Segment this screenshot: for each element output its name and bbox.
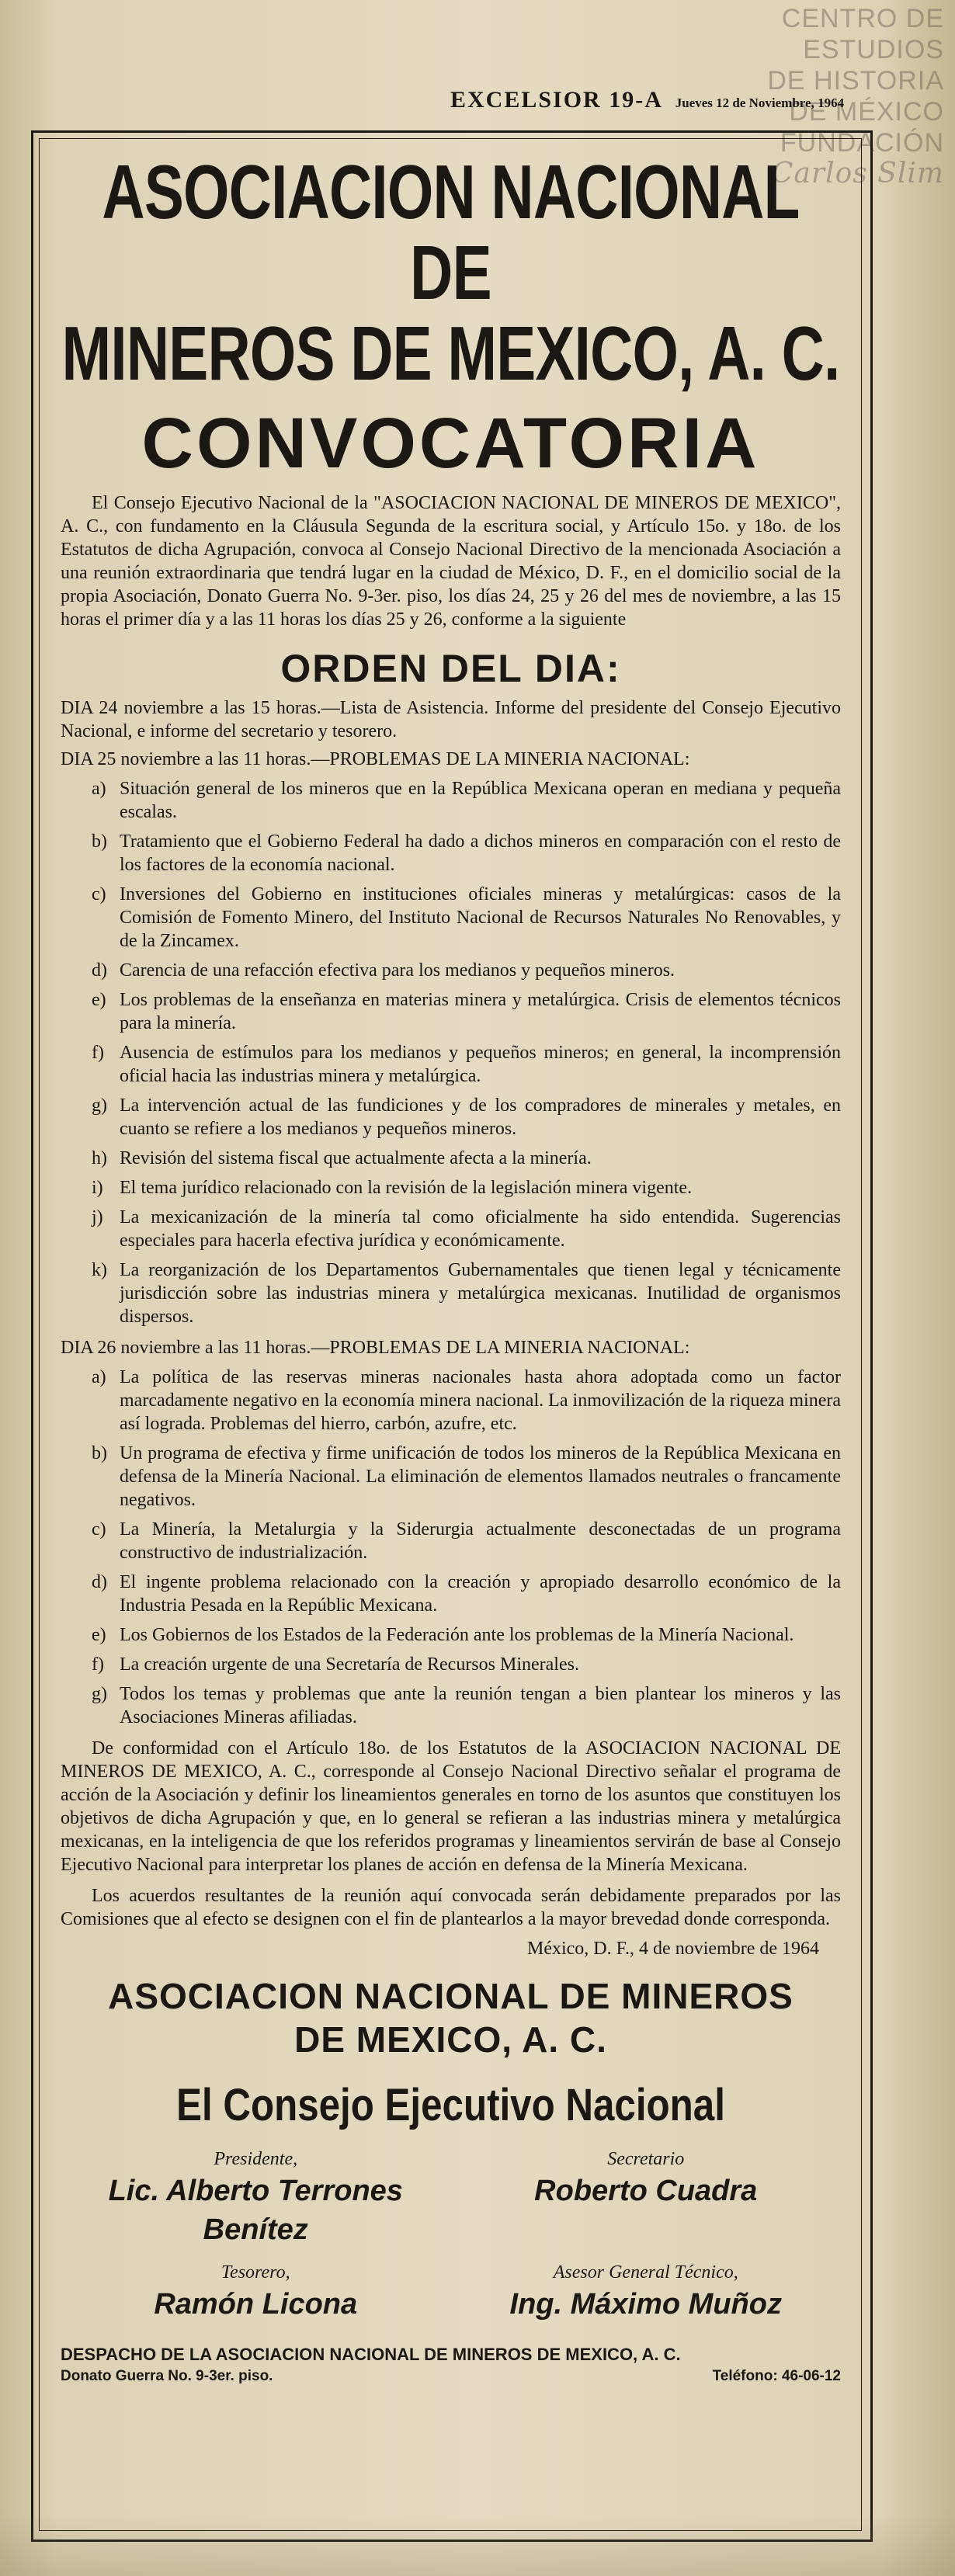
day-26-items [61, 1366, 841, 1729]
agenda-item-text: Inversiones del Gobierno en instituciones oficiales mineras y metalúrgicas: casos de la Comisión de Fomento Minero, del Instituto Nacional de Recursos Naturales No Renovables, y de la Zincamex. [120, 884, 841, 951]
place-and-date: México, D. F., 4 de noviembre de 1964 [526, 1939, 819, 1959]
signer-role: Secretario [607, 2149, 685, 2169]
agenda-item-letter: b) [92, 1443, 107, 1463]
agenda-item-letter: d) [92, 1572, 107, 1592]
watermark-line: FUNDACIÓN [780, 128, 944, 158]
agenda-item-letter: b) [92, 831, 107, 852]
footer-address: Donato Guerra No. 9-3er. piso. [61, 2368, 273, 2384]
agenda-item-letter: g) [92, 1684, 107, 1704]
signature-association-name [61, 1974, 841, 2061]
agenda-item [92, 830, 841, 877]
day-24-agenda: DIA 24 noviembre a las 15 horas.—Lista de Asistencia. Informe del presidente del Consejo Ejecutivo Nacional, e informe del secretario y tesorero. [61, 698, 841, 741]
agenda-item-text: La intervención actual de las fundiciones y de los compradores de minerales y metales, en cuanto se refiere a los medianos y pequeños mineros. [120, 1095, 841, 1139]
agenda-item-letter: f) [92, 1043, 104, 1063]
agenda-item-text: La política de las reservas mineras nacionales hasta ahora adoptada como un factor marcadamente negativo en la economía minera nacional. La inmovilización de la riqueza minera así lograda. Problemas del hierro, carbón, azufre, etc. [120, 1367, 841, 1434]
agenda-item [92, 1623, 841, 1647]
agenda-item [92, 1147, 841, 1170]
statutes-paragraph: De conformidad con el Artículo 18o. de los Estatutos de la ASOCIACION NACIONAL DE MINEROS DE MEXICO, A. C., corresponde al Consejo Nacional Directivo señalar el programa de acción de la Asociación y definir los lineamientos generales en torno de los asuntos que constituyen los objetivos de dicha Agrupación y que, en lo general se refieran a las industrias minera y metalúrgica mexicanas, en la inteligencia de que los referidos programas y lineamientos servirán de base al Consejo Ejecutivo Nacional para interpretar los planes de acción en defensa de la Minería Mexicana. [61, 1738, 841, 1875]
agenda-item [92, 1653, 841, 1676]
agenda-item-letter: k) [92, 1260, 107, 1280]
agenda-item-letter: c) [92, 884, 106, 904]
agenda-item [92, 1206, 841, 1252]
watermark-signature: Carlos Slim [771, 158, 944, 189]
agenda-item-text: Carencia de una refacción efectiva para los medianos y pequeños mineros. [120, 960, 675, 981]
signer-role: Tesorero, [221, 2262, 290, 2283]
watermark-line: DE MÉXICO [789, 97, 944, 127]
signer-name: Ramón Licona [154, 2288, 358, 2321]
agenda-item-text: El ingente problema relacionado con la creación y apropiado desarrollo económico de la Industria Pesada en la Repúblic Mexicana. [120, 1572, 841, 1616]
watermark-line: DE HISTORIA [767, 66, 944, 95]
page-edge-shading [0, 2514, 955, 2576]
title-line-1: ASOCIACION NACIONAL DE [102, 149, 800, 315]
agenda-item [92, 1041, 841, 1088]
consejo-heading: El Consejo Ejecutivo Nacional [176, 2080, 725, 2130]
agenda-item [92, 1571, 841, 1617]
agenda-item-text: La reorganización de los Departamentos Gubernamentales que tienen legal y técnicamente jurisdicción sobre las industrias minera y metalúrgica mexicanas. Inutilidad de organismos dispersos. [120, 1260, 841, 1327]
agenda-item [92, 1176, 841, 1199]
agenda-item-letter: e) [92, 990, 106, 1010]
agenda-item [92, 1442, 841, 1512]
agenda-item-text: Todos los temas y problemas que ante la reunión tengan a bien plantear los mineros y las Asociaciones Mineras afiliadas. [120, 1684, 841, 1727]
watermark-line: ESTUDIOS [803, 35, 944, 64]
association-title [61, 151, 839, 394]
agenda-item-letter: j) [92, 1207, 103, 1227]
agenda-item [92, 777, 841, 824]
signer-secretary [451, 2147, 842, 2249]
agenda-item-letter: e) [92, 1625, 106, 1645]
agenda-item-letter: f) [92, 1654, 104, 1675]
agenda-item-text: La mexicanización de la minería tal como oficialmente ha sido entendida. Sugerencias especiales para hacerla efectiva jurídica y económicamente. [120, 1207, 841, 1251]
newspaper-name: EXCELSIOR 19-A [450, 87, 662, 113]
agenda-item [92, 1258, 841, 1328]
newspaper-date: Jueves 12 de Noviembre, 1964 [675, 95, 845, 110]
footer [61, 2344, 841, 2387]
signer-technical-advisor [451, 2260, 842, 2324]
signer-role: Asesor General Técnico, [553, 2262, 738, 2283]
signer-name: Ing. Máximo Muñoz [509, 2288, 782, 2321]
agenda-item-letter: a) [92, 779, 106, 799]
agenda-item-text: Un programa de efectiva y firme unificación de todos los mineros de la República Mexicana en defensa de la Minería Nacional. La eliminación de elementos llamados neutrales o francamente negativos. [120, 1443, 841, 1510]
agenda-item-text: La creación urgente de una Secretaría de Recursos Minerales. [120, 1654, 579, 1675]
agenda-item-text: La Minería, la Metalurgia y la Siderurgia actualmente desconectadas de un programa constructivo de industrialización. [120, 1519, 841, 1563]
title-line-2: MINEROS DE MEXICO, A. C. [61, 311, 840, 396]
agenda-item-text: El tema jurídico relacionado con la revisión de la legislación minera vigente. [120, 1178, 693, 1198]
agenda-item [92, 988, 841, 1035]
agenda-item-letter: h) [92, 1148, 107, 1168]
signer-treasurer [61, 2260, 451, 2324]
signer-role: Presidente, [214, 2149, 298, 2169]
signer-president [61, 2147, 451, 2249]
agenda-item-letter: a) [92, 1367, 106, 1387]
ad-content [61, 151, 841, 2387]
agenda-item-text: Los Gobiernos de los Estados de la Federación ante los problemas de la Minería Nacional. [120, 1625, 794, 1645]
signers-row-2 [61, 2260, 841, 2324]
signers-row-1 [61, 2147, 841, 2249]
day-26-heading: DIA 26 noviembre a las 11 horas.—PROBLEMAS DE LA MINERIA NACIONAL: [61, 1338, 690, 1358]
agenda-item-letter: c) [92, 1519, 106, 1540]
signer-name: Roberto Cuadra [534, 2175, 758, 2207]
signer-name: Lic. Alberto Terrones Benítez [108, 2175, 403, 2246]
agenda-item [92, 1518, 841, 1564]
agenda-item-text: Situación general de los mineros que en la República Mexicana operan en mediana y pequeña escalas. [120, 779, 841, 822]
footer-phone: Teléfono: 46-06-12 [712, 2368, 841, 2384]
convocatoria-heading: CONVOCATORIA [141, 404, 760, 483]
agenda-item [92, 883, 841, 953]
orden-del-dia-heading: ORDEN DEL DIA: [280, 647, 621, 690]
agenda-item-letter: g) [92, 1095, 107, 1116]
day-25-items [61, 777, 841, 1328]
footer-contact-row [61, 2366, 841, 2387]
agenda-item-text: Los problemas de la enseñanza en materias minera y metalúrgica. Crisis de elementos técnicos para la minería. [120, 990, 841, 1033]
agenda-item [92, 1682, 841, 1729]
footer-office: DESPACHO DE LA ASOCIACION NACIONAL DE MINEROS DE MEXICO, A. C. [61, 2345, 681, 2364]
masthead [450, 87, 885, 113]
sig-title-line-1: ASOCIACION NACIONAL DE MINEROS [108, 1976, 794, 2016]
agenda-item [92, 1366, 841, 1436]
sig-title-line-2: DE MEXICO, A. C. [294, 2019, 607, 2060]
agreements-paragraph: Los acuerdos resultantes de la reunión aquí convocada serán debidamente preparados por las Comisiones que al efecto se designen con el fin de plantearlos a la mayor brevedad donde corresponda. [61, 1886, 841, 1929]
day-25-heading: DIA 25 noviembre a las 11 horas.—PROBLEMAS DE LA MINERIA NACIONAL: [61, 749, 690, 769]
intro-paragraph: El Consejo Ejecutivo Nacional de la "ASOCIACION NACIONAL DE MINEROS DE MEXICO", A. C., con fundamento en la Cláusula Segunda de la escritura social, y Artículo 15o. y 18o. de los Estatutos de dicha Agrupación, convoca al Consejo Nacional Directivo de la mencionada Asociación a una reunión extraordinaria que tendrá lugar en la ciudad de México, D. F., en el domicilio social de la propia Asociación, Donato Guerra No. 9-3er. piso, los días 24, 25 y 26 del mes de noviembre, a las 15 horas el primer día y a las 11 horas los días 25 y 26, conforme a la siguiente [61, 493, 841, 630]
agenda-item-text: Revisión del sistema fiscal que actualmente afecta a la minería. [120, 1148, 592, 1168]
agenda-item-text: Ausencia de estímulos para los medianos y pequeños mineros; en general, la incomprensión oficial hacia las industrias minera y metalúrgica. [120, 1043, 841, 1086]
watermark-line: CENTRO DE [781, 4, 944, 33]
agenda-item [92, 1094, 841, 1140]
agenda-item-letter: i) [92, 1178, 103, 1198]
agenda-item [92, 959, 841, 982]
agenda-item-text: Tratamiento que el Gobierno Federal ha dado a dichos mineros en comparación con el resto de los factores de la economía nacional. [120, 831, 841, 875]
agenda-item-letter: d) [92, 960, 107, 981]
